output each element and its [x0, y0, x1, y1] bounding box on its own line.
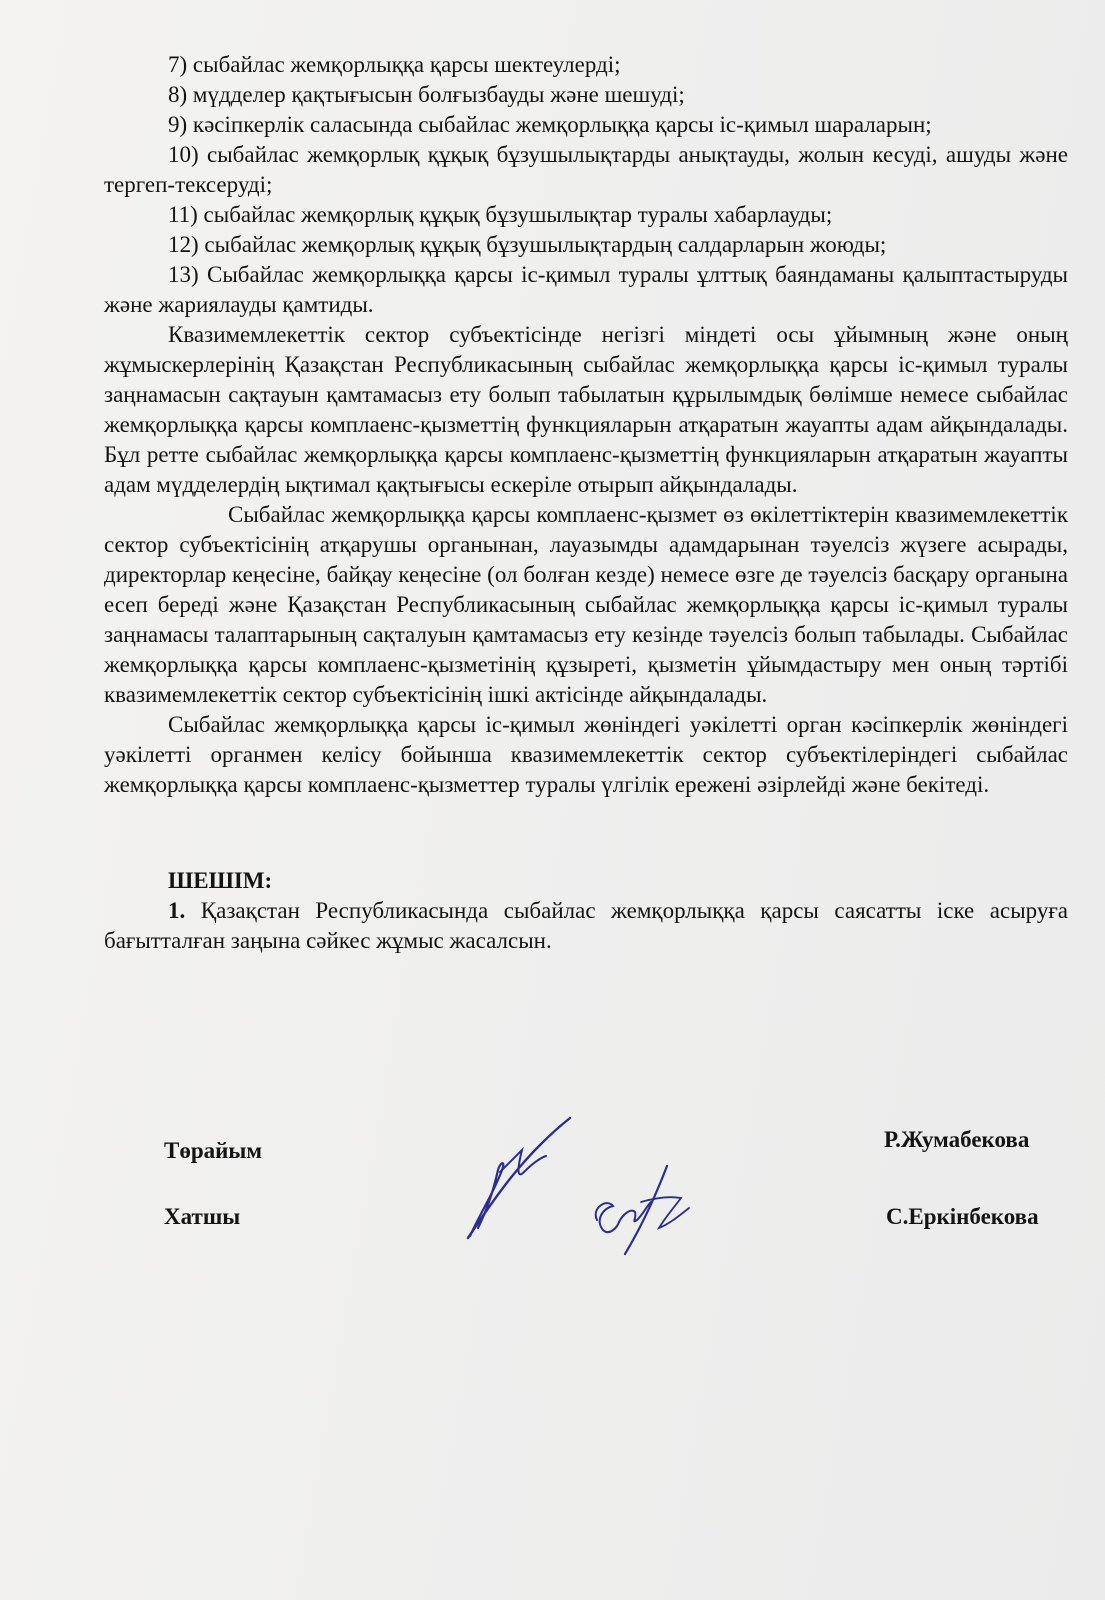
- document-body: [104, 50, 1068, 956]
- list-item-11: 11) сыбайлас жемқорлық құқық бұзушылықтар туралы хабарлауды;: [168, 202, 833, 227]
- list-item-9: 9) кәсіпкерлік саласында сыбайлас жемқорлыққа қарсы іс-қимыл шараларын;: [168, 112, 932, 137]
- list-item-7: 7) сыбайлас жемқорлыққа қарсы шектеулерді;: [168, 52, 621, 77]
- chair-signature-icon: [460, 1110, 590, 1250]
- list-item-8: 8) мүдделер қақтығысын болғызбауды және шешуді;: [168, 82, 685, 107]
- chair-title: Төрайым: [164, 1138, 263, 1163]
- list-item-10: 10) сыбайлас жемқорлық құқық бұзушылықтарды анықтауды, жолын кесуді, ашуды және тергеп-тексеруді;: [104, 142, 1068, 197]
- decision-item-number: 1.: [168, 898, 186, 923]
- secretary-name: С.Еркінбекова: [886, 1204, 1039, 1229]
- secretary-signature-icon: [585, 1162, 695, 1262]
- decision-item-1: [104, 896, 1068, 956]
- chair-name: Р.Жумабекова: [884, 1127, 1030, 1152]
- paragraph-compliance-independence: Сыбайлас жемқорлыққа қарсы комплаенс-қызмет өз өкілеттіктерін квазимемлекеттік сектор субъектісінің атқарушы органынан, лауазымды адамдарынан тәуелсіз жүзеге асырады, директорлар кеңесіне, байқау кеңесіне (ол болған кезде) немесе өзге де тәуелсіз басқару органына есеп береді және Қазақстан Республикасының сыбайлас жемқорлыққа қарсы іс-қимыл туралы заңнамасы талаптарының сақталуын қамтамасыз ету кезінде тәуелсіз болып табылады. Сыбайлас жемқорлыққа қарсы комплаенс-қызметінің құзыреті, қызметін ұйымдастыру мен оның тәртібі квазимемлекеттік сектор субъектісінің ішкі актісінде айқындалады.: [104, 502, 1068, 707]
- decision-item-text: Қазақстан Республикасында сыбайлас жемқорлыққа қарсы саясатты іске асыруға бағытталған заңына сәйкес жұмыс жасалсын.: [104, 898, 1069, 953]
- paragraph-structural-unit: Квазимемлекеттік сектор субъектісінде негізгі міндеті осы ұйымның және оның жұмыскерлерінің Қазақстан Республикасының сыбайлас жемқорлыққа қарсы іс-қимыл туралы заңнамасын сақтауын қамтамасыз ету болып табылатын құрылымдық бөлімше немесе сыбайлас жемқорлыққа қарсы комплаенс-қызметтің функцияларын атқаратын жауапты адам айқындалады. Бұл ретте сыбайлас жемқорлыққа қарсы комплаенс-қызметтің функцияларын атқаратын жауапты адам мүдделердің ықтимал қақтығысы ескеріле отырып айқындалады.: [104, 322, 1068, 497]
- list-item-12: 12) сыбайлас жемқорлық құқық бұзушылықтардың салдарларын жоюды;: [168, 232, 887, 257]
- list-item-13: 13) Сыбайлас жемқорлыққа қарсы іс-қимыл туралы ұлттық баяндаманы қалыптастыруды және жариялауды қамтиды.: [104, 262, 1068, 317]
- secretary-title: Хатшы: [164, 1204, 241, 1229]
- decision-heading: ШЕШІМ:: [168, 868, 273, 893]
- paragraph-model-regulation: Сыбайлас жемқорлыққа қарсы іс-қимыл жөніндегі уәкілетті орган кәсіпкерлік жөніндегі уәкілетті органмен келісу бойынша квазимемлекеттік сектор субъектілеріндегі сыбайлас жемқорлыққа қарсы комплаенс-қызметтер туралы үлгілік ережені әзірлейді және бекітеді.: [104, 712, 1068, 797]
